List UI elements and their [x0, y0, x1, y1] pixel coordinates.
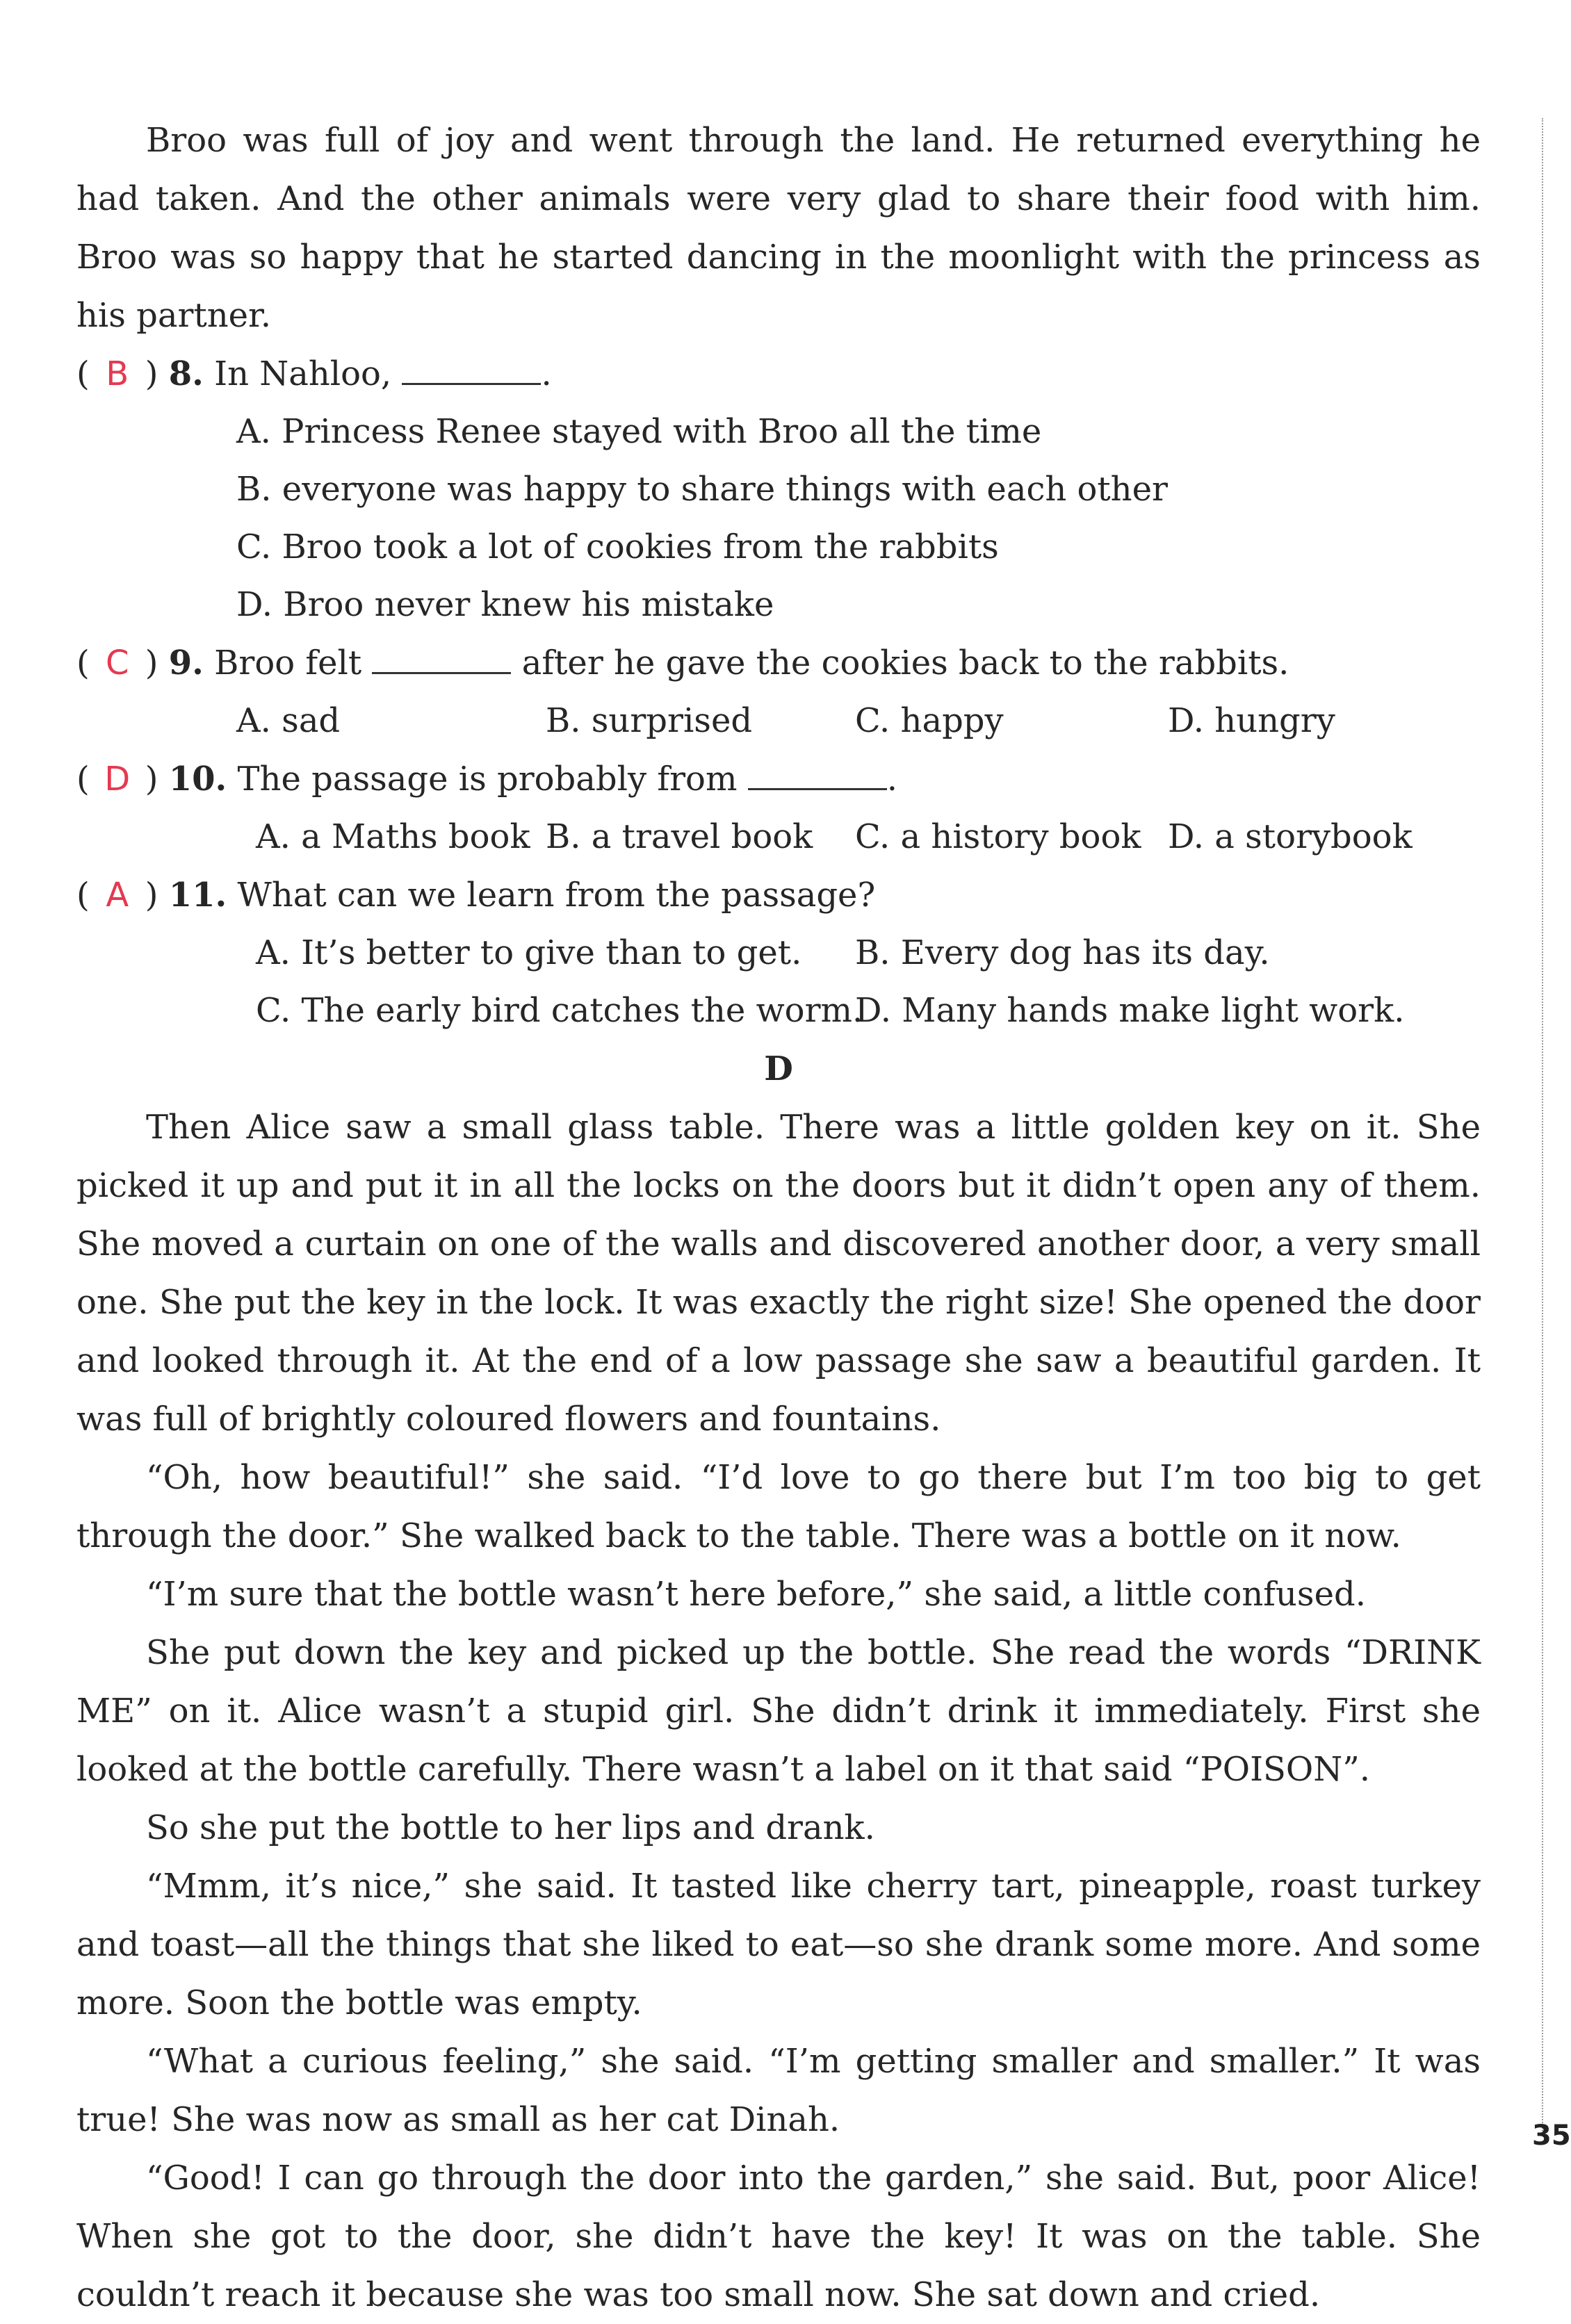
page-content [76, 111, 1481, 2324]
question-number: 10. [168, 760, 227, 799]
option: D. Broo never knew his mistake [236, 585, 774, 624]
option: C. a history book [855, 817, 1141, 856]
question-number: 8. [168, 354, 204, 393]
margin-rule [1542, 118, 1543, 2134]
question-stem-end: after he gave the cookies back to the rabbits. [521, 644, 1289, 682]
options-9 [76, 692, 1481, 750]
options-8-c [76, 518, 1481, 576]
question-stem: The passage is probably from [237, 760, 738, 799]
question-stem: Broo felt [214, 644, 362, 682]
paren-open: ( [76, 876, 90, 915]
paren-close: ) [145, 354, 158, 393]
question-10 [76, 750, 1481, 808]
option: B. surprised [546, 701, 753, 740]
answer-9: C [105, 644, 129, 682]
answer-8: B [106, 354, 129, 393]
option: A. Princess Renee stayed with Broo all the time [236, 412, 1042, 451]
option: C. happy [855, 701, 1004, 740]
answer-blank [402, 355, 541, 385]
paren-open: ( [76, 644, 90, 682]
question-11 [76, 866, 1481, 924]
options-11-cd [76, 982, 1481, 1040]
options-10 [76, 808, 1481, 866]
option: A. a Maths book [256, 817, 530, 856]
paren-open: ( [76, 760, 90, 799]
option: A. It’s better to give than to get. [256, 933, 802, 972]
option: C. Broo took a lot of cookies from the rabbits [236, 527, 999, 566]
question-stem-end: . [886, 760, 897, 799]
intro-paragraph: Broo was full of joy and went through the land. He returned everything he had taken. And the other animals were very glad to share their food with him. Broo was so happy that he started dancing in the moonlight with the princess as his partner. [76, 121, 1481, 335]
answer-blank [372, 644, 511, 674]
question-stem: In Nahloo, [214, 354, 392, 393]
option: B. everyone was happy to share things with each other [236, 470, 1168, 509]
paren-close: ) [145, 876, 158, 915]
question-8 [76, 345, 1481, 403]
page-number: 35 [1532, 2120, 1571, 2152]
option: D. a storybook [1168, 817, 1413, 856]
option: C. The early bird catches the worm. [256, 991, 863, 1030]
options-11-ab [76, 924, 1481, 982]
question-number: 11. [168, 876, 227, 915]
paren-open: ( [76, 354, 90, 393]
option: B. a travel book [546, 817, 813, 856]
answer-10: D [104, 760, 131, 799]
paragraph: She put down the key and picked up the bottle. She read the words “DRINK ME” on it. Alice wasn’t a stupid girl. She didn’t drink it immediately. First she looked at the bottle carefully. There wasn’t a label on it that said “POISON”. [76, 1633, 1481, 1789]
paragraph: “Oh, how beautiful!” she said. “I’d love to go there but I’m too big to get through the door.” She walked back to the table. There was a bottle on it now. [76, 1458, 1481, 1555]
paragraph: “What a curious feeling,” she said. “I’m getting smaller and smaller.” It was true! She was now as small as her cat Dinah. [76, 2042, 1481, 2139]
option: D. hungry [1168, 701, 1335, 740]
option: B. Every dog has its day. [855, 933, 1270, 972]
paren-close: ) [145, 644, 158, 682]
question-stem-end: . [541, 354, 552, 393]
paren-close: ) [145, 760, 158, 799]
question-9 [76, 634, 1481, 692]
options-8-d [76, 576, 1481, 634]
answer-11: A [106, 876, 129, 915]
paragraph: “Good! I can go through the door into the garden,” she said. But, poor Alice! When she got to the door, she didn’t have the key! It was on the table. She couldn’t reach it because she was too small now. She sat down and cried. [76, 2159, 1481, 2314]
paragraph: “I’m sure that the bottle wasn’t here before,” she said, a little confused. [146, 1575, 1366, 1614]
question-stem: What can we learn from the passage? [237, 876, 876, 915]
paragraph: Then Alice saw a small glass table. There was a little golden key on it. She picked it up and put it in all the locks on the doors but it didn’t open any of them. She moved a curtain on one of the walls and discovered another door, a very small one. She put the key in the lock. It was exactly the right size! She opened the door and looked through it. At the end of a low passage she saw a beautiful garden. It was full of brightly coloured flowers and fountains. [76, 1108, 1481, 1439]
options-8-a [76, 403, 1481, 461]
option: D. Many hands make light work. [855, 991, 1405, 1030]
paragraph: So she put the bottle to her lips and drank. [146, 1808, 875, 1847]
option: A. sad [236, 701, 341, 740]
question-number: 9. [168, 644, 204, 682]
options-8-b [76, 461, 1481, 518]
answer-blank [748, 760, 887, 790]
section-d-heading: D [764, 1049, 793, 1088]
paragraph: “Mmm, it’s nice,” she said. It tasted like cherry tart, pineapple, roast turkey and toast—all the things that she liked to eat—so she drank some more. And some more. Soon the bottle was empty. [76, 1867, 1481, 2022]
